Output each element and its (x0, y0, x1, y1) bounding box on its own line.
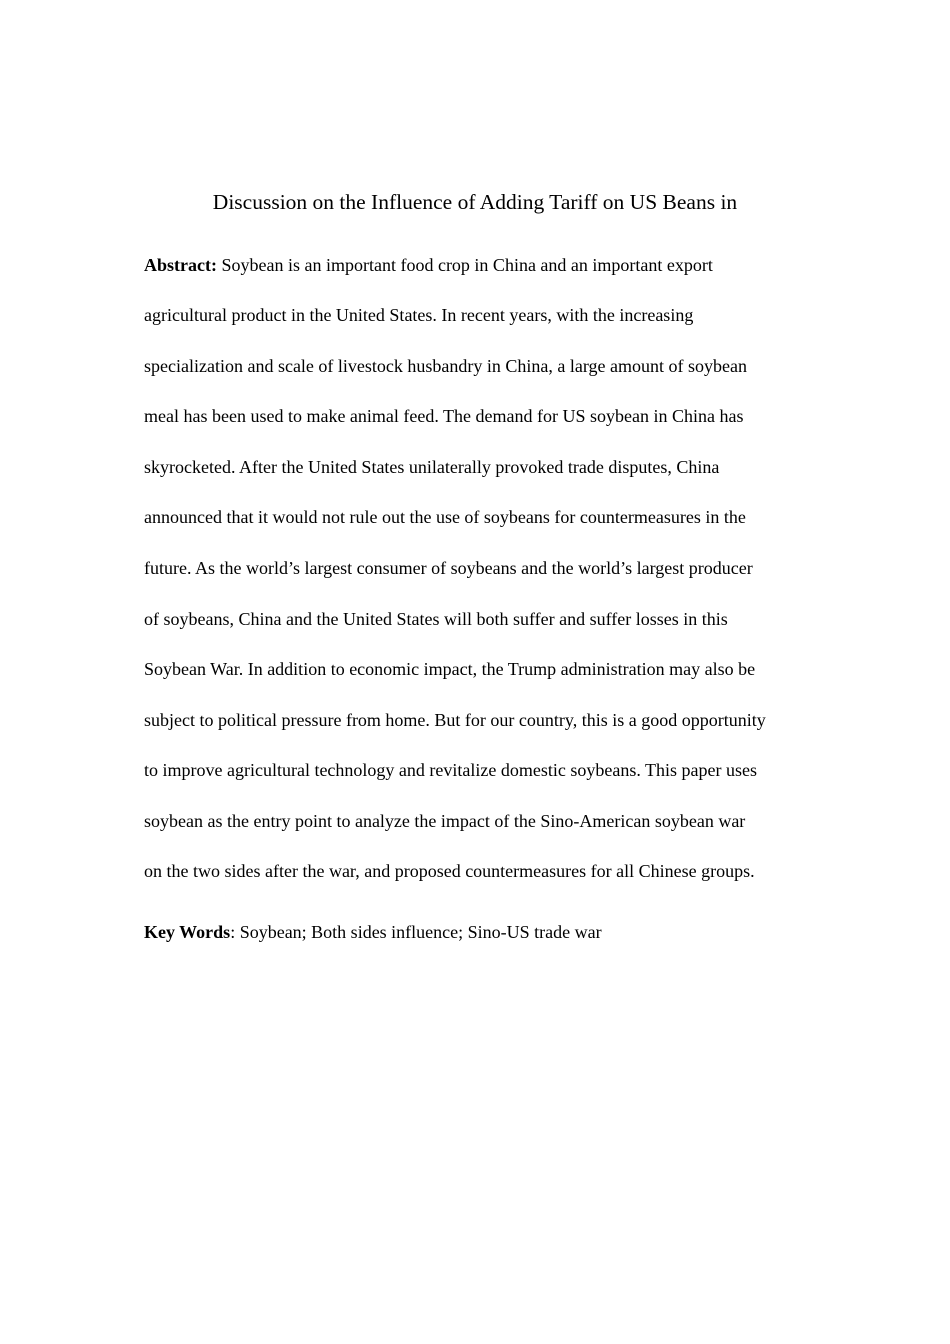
abstract-line-1 (144, 253, 713, 277)
abstract-line-6: announced that it would not rule out the use of soybeans for countermeasures in the (144, 507, 746, 527)
keywords-text: : Soybean; Both sides influence; Sino-US trade war (230, 922, 602, 942)
keywords-line (144, 920, 602, 944)
abstract-line-11: to improve agricultural technology and revitalize domestic soybeans. This paper uses (144, 760, 757, 780)
abstract-label: Abstract: (144, 255, 217, 275)
abstract-line-5: skyrocketed. After the United States unilaterally provoked trade disputes, China (144, 457, 720, 477)
abstract-text-1: Soybean is an important food crop in China and an important export (216, 255, 713, 275)
keywords-label: Key Words (144, 922, 231, 942)
abstract-line-13: on the two sides after the war, and proposed countermeasures for all Chinese groups. (144, 861, 755, 881)
abstract-line-8: of soybeans, China and the United States will both suffer and suffer losses in this (144, 609, 728, 629)
abstract-line-3: specialization and scale of livestock husbandry in China, a large amount of soybean (144, 356, 747, 376)
abstract-line-10: subject to political pressure from home. But for our country, this is a good opportunity (144, 710, 766, 730)
abstract-line-4: meal has been used to make animal feed. The demand for US soybean in China has (144, 406, 744, 426)
abstract-line-9: Soybean War. In addition to economic impact, the Trump administration may also be (144, 659, 756, 679)
abstract-line-2: agricultural product in the United States. In recent years, with the increasing (144, 305, 694, 325)
document-title: Discussion on the Influence of Adding Tariff on US Beans in (212, 190, 738, 214)
abstract-line-7: future. As the world’s largest consumer of soybeans and the world’s largest producer (144, 558, 753, 578)
abstract-line-12: soybean as the entry point to analyze the impact of the Sino-American soybean war (144, 811, 746, 831)
